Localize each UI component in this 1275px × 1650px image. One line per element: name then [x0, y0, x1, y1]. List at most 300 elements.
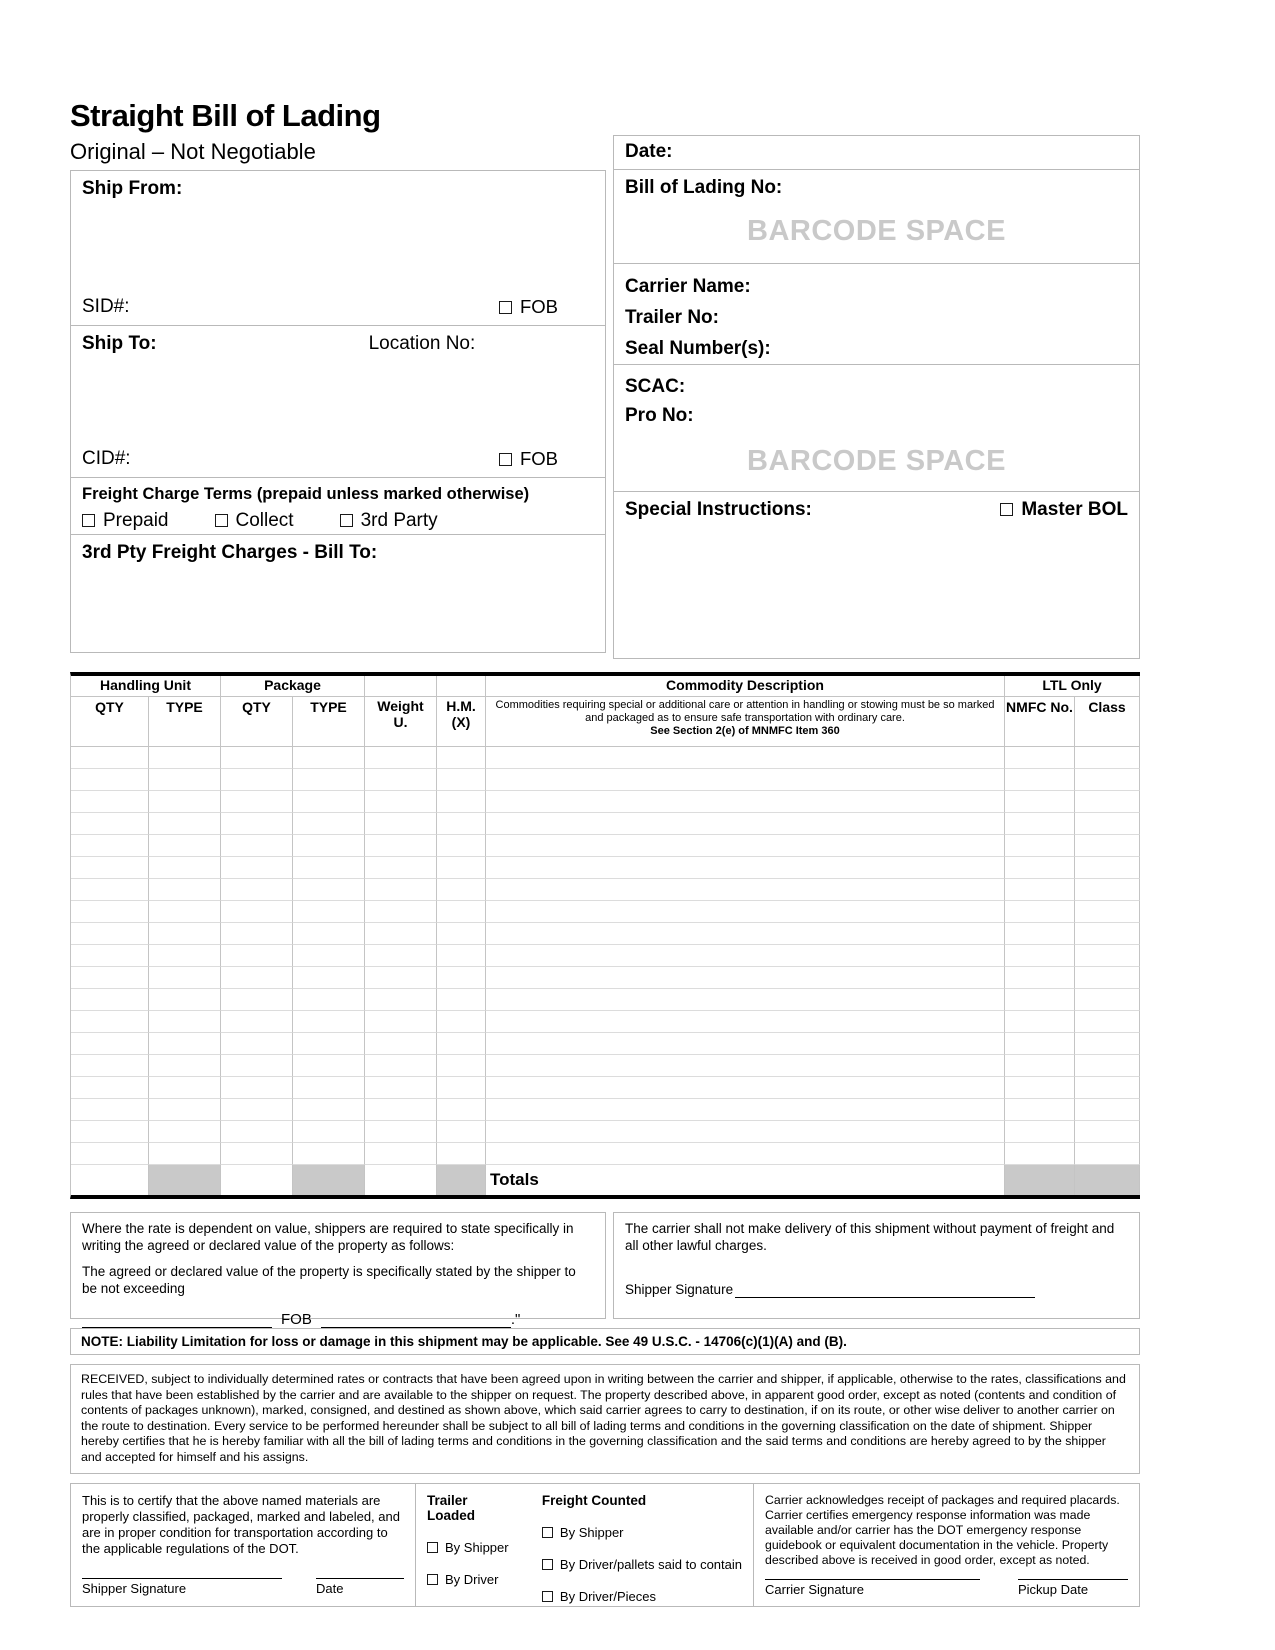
table-cell[interactable] — [71, 879, 149, 901]
ship-from-box[interactable] — [70, 170, 606, 326]
table-cell[interactable] — [293, 1143, 365, 1165]
form-content — [70, 98, 1140, 1607]
freight-by-driver-pallets-option — [542, 1557, 742, 1572]
table-cell[interactable] — [437, 857, 486, 879]
table-cell[interactable] — [365, 1011, 437, 1033]
table-body — [71, 747, 1140, 1165]
master-bol-label: Master BOL — [1021, 499, 1128, 520]
table-cell[interactable] — [149, 923, 221, 945]
table-cell[interactable] — [71, 1121, 149, 1143]
table-cell[interactable] — [486, 857, 1005, 879]
table-cell[interactable] — [221, 857, 293, 879]
declared-value-fob-label: FOB — [281, 1311, 312, 1328]
table-cell[interactable] — [486, 813, 1005, 835]
table-cell[interactable] — [149, 857, 221, 879]
table-cell[interactable] — [293, 967, 365, 989]
table-cell[interactable] — [71, 1033, 149, 1055]
table-cell[interactable] — [293, 945, 365, 967]
trailer-loaded-header: Trailer Loaded — [427, 1492, 476, 1523]
table-row[interactable] — [71, 813, 1140, 835]
table-cell[interactable] — [293, 857, 365, 879]
table-cell[interactable] — [486, 901, 1005, 923]
table-cell[interactable] — [437, 791, 486, 813]
table-cell[interactable] — [486, 1055, 1005, 1077]
table-cell[interactable] — [365, 1143, 437, 1165]
table-cell[interactable] — [437, 923, 486, 945]
declared-value-box — [70, 1212, 606, 1328]
scac-pro-box[interactable] — [613, 364, 1140, 492]
totals-package-qty-cell[interactable] — [221, 1165, 293, 1195]
table-cell[interactable] — [71, 967, 149, 989]
table-row[interactable] — [71, 747, 1140, 769]
totals-label: Totals — [486, 1165, 1005, 1195]
table-cell[interactable] — [149, 901, 221, 923]
table-cell[interactable] — [293, 1099, 365, 1121]
table-cell[interactable] — [71, 901, 149, 923]
table-cell[interactable] — [365, 879, 437, 901]
table-column-header — [71, 697, 1140, 747]
table-cell[interactable] — [365, 747, 437, 769]
table-cell[interactable] — [437, 967, 486, 989]
table-cell[interactable] — [1075, 879, 1140, 901]
table-cell[interactable] — [1005, 923, 1075, 945]
carrier-signature-line[interactable]: Carrier Signature — [765, 1579, 980, 1597]
table-cell[interactable] — [365, 835, 437, 857]
table-cell[interactable] — [149, 791, 221, 813]
top-right-column — [613, 136, 1140, 659]
table-group-header — [71, 676, 1140, 697]
table-cell[interactable] — [1005, 901, 1075, 923]
table-cell[interactable] — [365, 901, 437, 923]
table-cell[interactable] — [365, 791, 437, 813]
master-bol-option — [1000, 499, 1128, 521]
trailer-by-driver-label: By Driver — [445, 1571, 499, 1587]
table-cell[interactable] — [71, 1099, 149, 1121]
table-cell[interactable] — [221, 989, 293, 1011]
freight-by-shipper-option — [542, 1525, 742, 1540]
table-cell[interactable] — [365, 1033, 437, 1055]
carrier-name-label: Carrier Name: — [625, 276, 751, 297]
ship-to-label: Ship To: — [82, 333, 157, 354]
table-cell[interactable] — [437, 1033, 486, 1055]
table-cell[interactable] — [437, 1077, 486, 1099]
table-row[interactable] — [71, 769, 1140, 791]
third-party-bill-to-box[interactable] — [70, 534, 606, 653]
table-cell[interactable] — [437, 945, 486, 967]
cid-label: CID#: — [82, 448, 131, 469]
prepaid-option — [82, 510, 169, 532]
table-cell[interactable] — [149, 879, 221, 901]
table-cell[interactable] — [149, 1033, 221, 1055]
table-cell[interactable] — [1005, 1011, 1075, 1033]
table-cell[interactable] — [71, 1055, 149, 1077]
table-cell[interactable] — [1075, 967, 1140, 989]
table-cell[interactable] — [293, 835, 365, 857]
carrier-acknowledgment-text: Carrier acknowledges receipt of packages and required placards. Carrier certifies emergency response information was made available and/or carrier has the DOT emergency response guidebook or equivalent documentation in the vehicle. Property described above is received in good order, except as noted. — [765, 1492, 1120, 1567]
table-cell[interactable] — [1005, 879, 1075, 901]
col-header-commodity-note — [486, 697, 1005, 747]
ship-from-fob-label: FOB — [519, 296, 558, 317]
table-cell[interactable] — [486, 989, 1005, 1011]
table-cell[interactable] — [486, 879, 1005, 901]
table-cell[interactable] — [221, 1121, 293, 1143]
table-cell[interactable] — [486, 945, 1005, 967]
table-cell[interactable] — [293, 1055, 365, 1077]
date-label: Date: — [625, 141, 673, 162]
totals-row — [71, 1165, 1140, 1195]
shipper-certification-box — [70, 1483, 416, 1607]
table-cell[interactable] — [149, 1077, 221, 1099]
table-cell[interactable] — [1075, 857, 1140, 879]
table-cell[interactable] — [221, 1077, 293, 1099]
table-cell[interactable] — [365, 1121, 437, 1143]
table-cell[interactable] — [221, 1011, 293, 1033]
table-cell[interactable] — [365, 989, 437, 1011]
table-cell[interactable] — [149, 1143, 221, 1165]
table-row[interactable] — [71, 923, 1140, 945]
table-cell[interactable] — [1005, 1121, 1075, 1143]
table-cell[interactable] — [1075, 769, 1140, 791]
freight-terms-box — [70, 477, 606, 535]
trailer-by-shipper-label: By Shipper — [445, 1539, 509, 1555]
table-cell[interactable] — [1075, 813, 1140, 835]
table-cell[interactable] — [1005, 945, 1075, 967]
table-cell[interactable] — [293, 1011, 365, 1033]
table-cell[interactable] — [365, 967, 437, 989]
col-header-handling-qty: QTY — [71, 697, 149, 747]
freight-by-shipper-label: By Shipper — [559, 1524, 624, 1540]
table-cell[interactable] — [437, 747, 486, 769]
table-cell[interactable] — [149, 769, 221, 791]
table-cell[interactable] — [1075, 791, 1140, 813]
table-cell[interactable] — [149, 1121, 221, 1143]
table-cell[interactable] — [365, 1099, 437, 1121]
third-party-option — [340, 510, 438, 532]
carrier-delivery-text: The carrier shall not make delivery of this shipment without payment of freight and all other lawful charges. — [625, 1221, 1115, 1253]
table-cell[interactable] — [437, 813, 486, 835]
prepaid-checkbox[interactable] — [82, 514, 95, 527]
declared-value-blank-2[interactable] — [321, 1314, 511, 1328]
table-cell[interactable] — [1005, 989, 1075, 1011]
freight-by-driver-pallets-checkbox[interactable] — [542, 1559, 553, 1570]
carrier-box[interactable] — [613, 263, 1140, 365]
collect-option — [215, 510, 294, 532]
table-row[interactable] — [71, 879, 1140, 901]
freight-terms-title: Freight Charge Terms (prepaid unless marked otherwise) — [82, 485, 530, 503]
carrier-delivery-box — [613, 1212, 1140, 1319]
table-row[interactable] — [71, 835, 1140, 857]
table-cell[interactable] — [71, 769, 149, 791]
table-row[interactable] — [71, 1121, 1140, 1143]
table-cell[interactable] — [486, 1099, 1005, 1121]
table-cell[interactable] — [1075, 901, 1140, 923]
table-cell[interactable] — [486, 1143, 1005, 1165]
table-cell[interactable] — [1075, 1055, 1140, 1077]
table-row[interactable] — [71, 857, 1140, 879]
table-cell[interactable] — [1005, 1143, 1075, 1165]
table-cell[interactable] — [71, 791, 149, 813]
table-cell[interactable] — [437, 835, 486, 857]
special-instructions-box[interactable] — [613, 491, 1140, 659]
table-cell[interactable] — [293, 879, 365, 901]
table-cell[interactable] — [486, 791, 1005, 813]
table-cell[interactable] — [71, 813, 149, 835]
table-cell[interactable] — [221, 791, 293, 813]
table-cell[interactable] — [437, 989, 486, 1011]
table-cell[interactable] — [1075, 1011, 1140, 1033]
table-cell[interactable] — [149, 1055, 221, 1077]
table-row[interactable] — [71, 901, 1140, 923]
declared-value-text-1: Where the rate is dependent on value, shippers are required to state specifically in writing the agreed or declared value of the property as follows: — [82, 1221, 574, 1253]
table-cell[interactable] — [293, 901, 365, 923]
table-cell[interactable] — [221, 813, 293, 835]
table-cell[interactable] — [71, 835, 149, 857]
table-cell[interactable] — [1005, 791, 1075, 813]
shipper-date-line[interactable]: Date — [316, 1578, 404, 1597]
table-row[interactable] — [71, 1011, 1140, 1033]
table-cell[interactable] — [221, 1099, 293, 1121]
table-cell[interactable] — [221, 835, 293, 857]
top-section — [70, 136, 1140, 659]
table-cell[interactable] — [486, 1011, 1005, 1033]
col-header-handling-type: TYPE — [149, 697, 221, 747]
collect-label: Collect — [235, 510, 294, 531]
table-cell[interactable] — [437, 1055, 486, 1077]
package-group-header: Package — [221, 676, 365, 697]
table-cell[interactable] — [221, 923, 293, 945]
loading-counting-box — [415, 1483, 754, 1607]
table-cell[interactable] — [71, 747, 149, 769]
table-cell[interactable] — [149, 1011, 221, 1033]
table-cell[interactable] — [293, 747, 365, 769]
table-cell[interactable] — [1005, 747, 1075, 769]
table-cell[interactable] — [1075, 1121, 1140, 1143]
table-cell[interactable] — [149, 989, 221, 1011]
pickup-date-line[interactable]: Pickup Date — [1018, 1579, 1128, 1597]
commodity-note-text: Commodities requiring special or additional care or attention in handling or stowing must be so marked and packaged as to ensure safe transportation with ordinary care. — [495, 699, 995, 724]
col-header-hm: H.M. (X) — [437, 697, 486, 747]
totals-nmfc-cell — [1005, 1165, 1075, 1195]
table-cell[interactable] — [1075, 1099, 1140, 1121]
trailer-by-shipper-option — [427, 1540, 516, 1555]
table-cell[interactable] — [437, 879, 486, 901]
table-row[interactable] — [71, 1033, 1140, 1055]
trailer-no-label: Trailer No: — [625, 307, 719, 328]
table-cell[interactable] — [486, 835, 1005, 857]
ship-from-fob-checkbox[interactable] — [499, 301, 512, 314]
table-cell[interactable] — [1075, 1033, 1140, 1055]
trailer-by-shipper-checkbox[interactable] — [427, 1542, 438, 1553]
table-cell[interactable] — [293, 1121, 365, 1143]
special-instructions-label: Special Instructions: — [625, 499, 812, 520]
table-cell[interactable] — [1005, 1099, 1075, 1121]
third-party-checkbox[interactable] — [340, 514, 353, 527]
table-cell[interactable] — [293, 1033, 365, 1055]
shipper-certification-text: This is to certify that the above named materials are properly classified, packaged, marked and labeled, and are in proper condition for transportation according to the applicable regulations of the DOT. — [82, 1492, 400, 1556]
ship-to-fob-checkbox[interactable] — [499, 453, 512, 466]
table-cell[interactable] — [1075, 747, 1140, 769]
table-cell[interactable] — [486, 923, 1005, 945]
freight-counted-column — [541, 1492, 742, 1604]
table-cell[interactable] — [149, 835, 221, 857]
bottom-section — [70, 1483, 1140, 1607]
table-cell[interactable] — [1075, 923, 1140, 945]
table-row[interactable] — [71, 1099, 1140, 1121]
table-cell[interactable] — [293, 813, 365, 835]
bol-number-box[interactable] — [613, 169, 1140, 264]
freight-by-driver-pieces-checkbox[interactable] — [542, 1591, 553, 1602]
table-row[interactable] — [71, 967, 1140, 989]
table-cell[interactable] — [71, 1143, 149, 1165]
table-cell[interactable] — [365, 813, 437, 835]
table-cell[interactable] — [437, 1099, 486, 1121]
col-header-weight: Weight U. — [365, 697, 437, 747]
table-cell[interactable] — [437, 901, 486, 923]
table-cell[interactable] — [1005, 1077, 1075, 1099]
table-cell[interactable] — [1005, 1033, 1075, 1055]
table-cell[interactable] — [365, 945, 437, 967]
declared-value-blank-1[interactable] — [82, 1314, 272, 1328]
table-cell[interactable] — [365, 1055, 437, 1077]
table-cell[interactable] — [71, 945, 149, 967]
totals-class-cell — [1075, 1165, 1140, 1195]
trailer-by-driver-option — [427, 1572, 516, 1587]
table-cell[interactable] — [486, 1033, 1005, 1055]
table-cell[interactable] — [1075, 1077, 1140, 1099]
received-terms-paragraph: RECEIVED, subject to individually determined rates or contracts that have been agreed upon in writing between the carrier and shipper, if applicable, otherwise to the rates, classifications and rules that have been established by the carrier and are available to the shipper on request. The property described above, in apparent good order, except as noted (contents and condition of contents of packages unknown), marked, consigned, and destined as shown above, which said carrier agrees to carry to destination, if on its route, or other wise deliver to another carrier on the route to destination. Every service to be performed hereunder shall be subject to all bill of lading terms and conditions in the governing classification on the date of shipment. Shipper hereby certifies that he is hereby familiar with all the bill of lading terms and conditions in the governing classification and the said terms and conditions are hereby agreed to by the shipper and accepted for himself and his assigns. — [70, 1364, 1140, 1474]
table-cell[interactable] — [221, 1033, 293, 1055]
table-row[interactable] — [71, 945, 1140, 967]
sid-label: SID#: — [82, 296, 130, 317]
table-cell[interactable] — [221, 967, 293, 989]
ship-to-field[interactable] — [82, 355, 594, 448]
table-cell[interactable] — [149, 747, 221, 769]
table-cell[interactable] — [293, 791, 365, 813]
table-cell[interactable] — [1005, 967, 1075, 989]
table-cell[interactable] — [149, 813, 221, 835]
table-cell[interactable] — [149, 967, 221, 989]
table-cell[interactable] — [293, 923, 365, 945]
table-cell[interactable] — [71, 923, 149, 945]
trailer-loaded-column — [427, 1493, 516, 1597]
seal-numbers-label: Seal Number(s): — [625, 338, 771, 359]
table-row[interactable] — [71, 1143, 1140, 1165]
table-row[interactable] — [71, 1055, 1140, 1077]
table-cell[interactable] — [293, 989, 365, 1011]
table-cell[interactable] — [365, 1077, 437, 1099]
table-cell[interactable] — [1075, 835, 1140, 857]
table-cell[interactable] — [486, 769, 1005, 791]
master-bol-checkbox[interactable] — [1000, 503, 1013, 516]
table-row[interactable] — [71, 791, 1140, 813]
table-cell[interactable] — [221, 879, 293, 901]
table-cell[interactable] — [221, 747, 293, 769]
table-cell[interactable] — [71, 1077, 149, 1099]
table-cell[interactable] — [293, 769, 365, 791]
trailer-by-driver-checkbox[interactable] — [427, 1574, 438, 1585]
table-cell[interactable] — [221, 945, 293, 967]
table-cell[interactable] — [1005, 813, 1075, 835]
table-cell[interactable] — [1005, 835, 1075, 857]
table-cell[interactable] — [437, 1143, 486, 1165]
freight-by-shipper-checkbox[interactable] — [542, 1527, 553, 1538]
table-cell[interactable] — [221, 901, 293, 923]
ship-from-fob-option — [499, 296, 558, 318]
declared-value-text-2: The agreed or declared value of the property is specifically stated by the shipper to be not exceeding — [82, 1264, 576, 1296]
table-row[interactable] — [71, 1077, 1140, 1099]
table-cell[interactable] — [486, 1121, 1005, 1143]
table-cell[interactable] — [149, 1099, 221, 1121]
totals-handling-qty-cell[interactable] — [71, 1165, 149, 1195]
table-cell[interactable] — [1005, 769, 1075, 791]
top-left-column — [70, 136, 606, 659]
bol-number-label: Bill of Lading No: — [625, 177, 783, 198]
table-row[interactable] — [71, 989, 1140, 1011]
ship-to-fob-label: FOB — [519, 448, 558, 469]
shipper-signature-line[interactable]: Shipper Signature — [82, 1578, 282, 1597]
table-cell[interactable] — [486, 1077, 1005, 1099]
table-cell[interactable] — [437, 769, 486, 791]
table-cell[interactable] — [365, 923, 437, 945]
table-cell[interactable] — [1075, 989, 1140, 1011]
table-cell[interactable] — [486, 967, 1005, 989]
table-cell[interactable] — [365, 857, 437, 879]
table-cell[interactable] — [293, 1077, 365, 1099]
collect-checkbox[interactable] — [215, 514, 228, 527]
table-cell[interactable] — [437, 1121, 486, 1143]
prepaid-label: Prepaid — [103, 510, 169, 531]
col-header-package-type: TYPE — [293, 697, 365, 747]
table-cell[interactable] — [221, 1143, 293, 1165]
totals-package-type-cell — [293, 1165, 365, 1195]
freight-by-driver-pieces-label: By Driver/Pieces — [559, 1588, 656, 1604]
col-header-class: Class — [1075, 697, 1140, 747]
carrier-acknowledgment-box — [753, 1483, 1140, 1607]
ship-to-fob-option — [499, 448, 558, 470]
date-box[interactable] — [613, 135, 1140, 170]
pro-no-label: Pro No: — [625, 405, 694, 426]
totals-handling-type-cell — [149, 1165, 221, 1195]
table-cell[interactable] — [71, 1011, 149, 1033]
table-cell[interactable] — [1005, 1055, 1075, 1077]
table-cell[interactable] — [149, 945, 221, 967]
commodity-table — [70, 672, 1140, 1199]
col-header-package-qty: QTY — [221, 697, 293, 747]
ltl-only-group-header: LTL Only — [1005, 676, 1140, 697]
table-cell[interactable] — [1005, 857, 1075, 879]
totals-weight-cell[interactable] — [365, 1165, 437, 1195]
ship-to-box[interactable] — [70, 325, 606, 478]
table-cell[interactable] — [1075, 945, 1140, 967]
location-no-label: Location No: — [368, 333, 476, 354]
table-cell[interactable] — [437, 1011, 486, 1033]
page-title: Straight Bill of Lading — [70, 98, 381, 133]
table-cell[interactable] — [486, 747, 1005, 769]
table-cell[interactable] — [1075, 1143, 1140, 1165]
freight-by-driver-pallets-label: By Driver/pallets said to contain — [559, 1556, 742, 1572]
commodity-description-header: Commodity Description — [486, 676, 1005, 697]
table-cell[interactable] — [365, 769, 437, 791]
table-cell[interactable] — [71, 857, 149, 879]
ship-from-field[interactable] — [82, 200, 594, 296]
value-shipper-signature-line[interactable] — [735, 1285, 1035, 1298]
table-cell[interactable] — [221, 769, 293, 791]
scac-label: SCAC: — [625, 376, 686, 397]
table-cell[interactable] — [71, 989, 149, 1011]
table-cell[interactable] — [221, 1055, 293, 1077]
freight-by-driver-pieces-option — [542, 1589, 742, 1604]
liability-note: NOTE: Liability Limitation for loss or damage in this shipment may be applicable. See 49 U.S.C. - 14706(c)(1)(A) and (B). — [70, 1328, 1140, 1355]
